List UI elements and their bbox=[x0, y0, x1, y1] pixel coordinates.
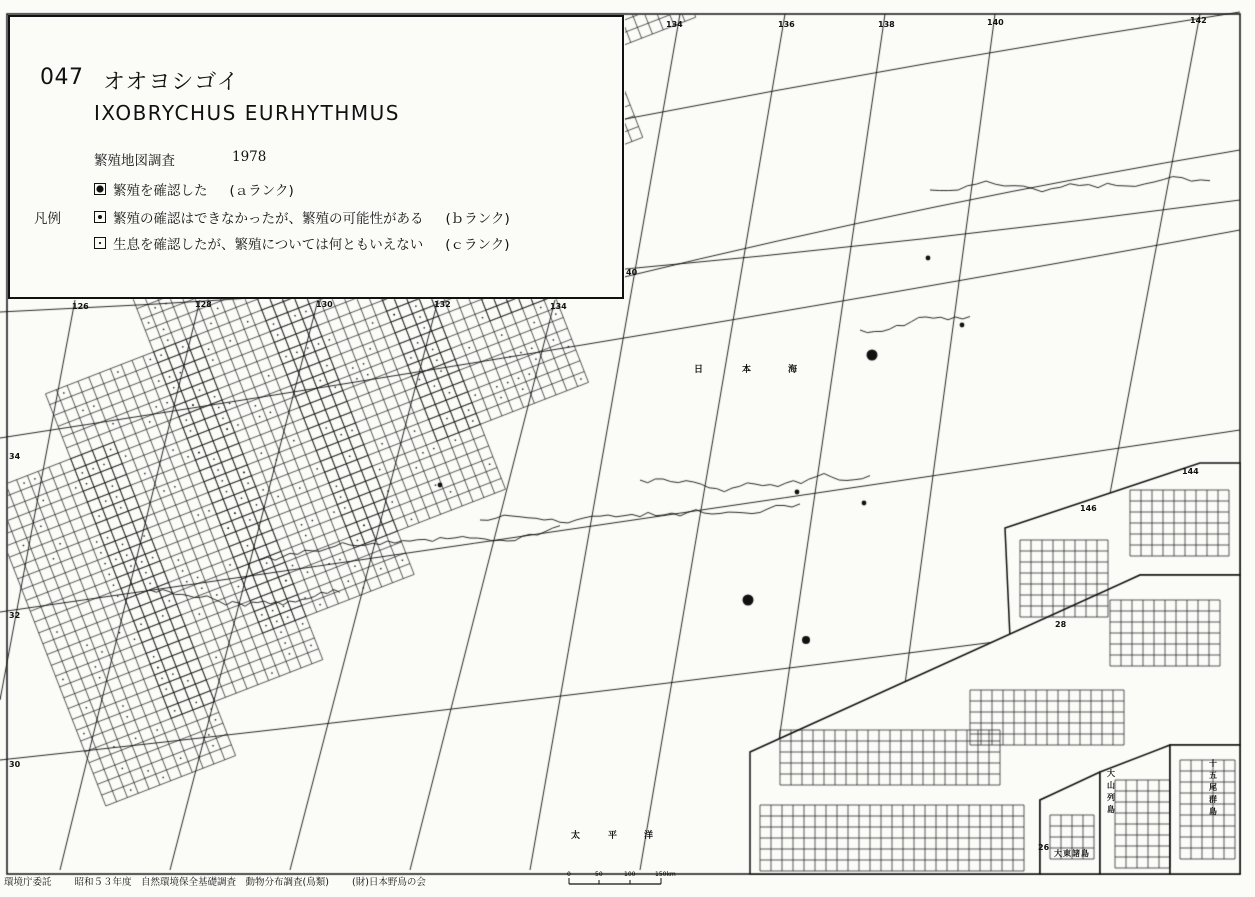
latitude-label-40: 40 bbox=[626, 268, 638, 277]
species-name-latin: IXOBRYCHUS EURHYTHMUS bbox=[94, 101, 400, 125]
longitude-label-134-top: 134 bbox=[666, 20, 683, 29]
scale-tick-150km: 150km bbox=[655, 871, 676, 878]
longitude-label-142: 142 bbox=[1190, 16, 1207, 25]
latitude-label-32: 32 bbox=[9, 611, 21, 620]
inset-label-middle: 大 山 列 島 bbox=[1107, 769, 1115, 814]
longitude-label-126: 126 bbox=[72, 302, 89, 311]
legend-panel bbox=[8, 15, 624, 299]
longitude-label-138: 138 bbox=[878, 20, 895, 29]
longitude-label-144: 144 bbox=[1182, 467, 1199, 476]
latitude-label-26: 26 bbox=[1038, 843, 1050, 852]
longitude-label-136: 136 bbox=[778, 20, 795, 29]
latitude-label-34: 34 bbox=[9, 452, 21, 461]
legend-item-a-rank bbox=[94, 179, 294, 199]
longitude-label-146: 146 bbox=[1080, 504, 1097, 513]
scale-tick-100: 100 bbox=[624, 871, 636, 878]
species-code: 047 bbox=[40, 65, 84, 90]
latitude-label-28: 28 bbox=[1055, 620, 1067, 629]
legend-item-rank: (ａランク) bbox=[229, 183, 294, 199]
legend-item-label: 繁殖を確認した bbox=[113, 183, 208, 199]
legend-item-label: 生息を確認したが、繁殖については何ともいえない bbox=[113, 237, 424, 253]
footer-credits bbox=[4, 874, 446, 888]
inset-label-left: 大 東 諸 島 bbox=[1054, 849, 1089, 858]
longitude-label-132: 132 bbox=[434, 300, 451, 309]
latitude-label-30: 30 bbox=[9, 760, 21, 769]
survey-name: 繁殖地図調査 bbox=[94, 153, 175, 169]
legend-item-b-rank bbox=[94, 207, 510, 227]
filled-dot-square-icon bbox=[94, 183, 106, 195]
longitude-label-134: 134 bbox=[550, 302, 567, 311]
legend-heading: 凡例 bbox=[34, 211, 61, 227]
legend-item-label: 繁殖の確認はできなかったが、繁殖の可能性がある bbox=[113, 211, 424, 227]
longitude-label-128: 128 bbox=[195, 300, 212, 309]
scale-tick-0: 0 bbox=[567, 871, 571, 878]
survey-year: 1978 bbox=[232, 149, 267, 165]
species-name-jp: オオヨシゴイ bbox=[103, 70, 240, 95]
dot-square-icon bbox=[94, 211, 106, 223]
longitude-label-130: 130 bbox=[316, 300, 333, 309]
footer-organization: (財)日本野鳥の会 bbox=[352, 877, 426, 888]
sea-label-pacific-1: 太 bbox=[571, 831, 581, 841]
scale-tick-50: 50 bbox=[595, 871, 603, 878]
sea-label-japan-sea-3: 海 bbox=[788, 365, 798, 375]
footer-commissioner: 環境庁委託 bbox=[4, 877, 52, 888]
longitude-label-140: 140 bbox=[987, 18, 1004, 27]
sea-label-japan-sea-2: 本 bbox=[742, 365, 752, 375]
sea-label-pacific-3: 洋 bbox=[644, 831, 654, 841]
legend-item-rank: (ｂランク) bbox=[445, 211, 510, 227]
scale-bar bbox=[565, 868, 685, 892]
legend-item-rank: (ｃランク) bbox=[445, 237, 510, 253]
inset-label-right: 十 五 尾 群 島 bbox=[1209, 759, 1217, 816]
small-dot-square-icon bbox=[94, 237, 106, 249]
footer-survey-title: 昭和５３年度 自然環境保全基礎調査 動物分布調査(鳥類) bbox=[74, 877, 329, 888]
sea-label-japan-sea-1: 日 bbox=[694, 365, 704, 375]
sea-label-pacific-2: 平 bbox=[608, 831, 618, 841]
legend-item-c-rank bbox=[94, 233, 510, 253]
